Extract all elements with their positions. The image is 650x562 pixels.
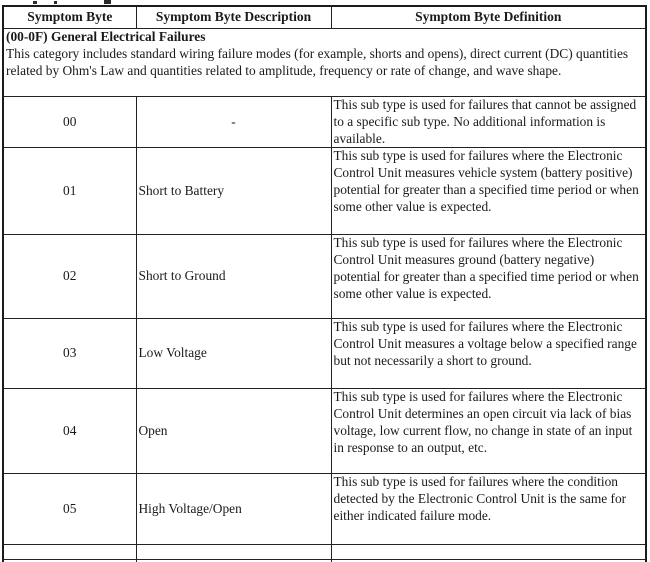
symptom-byte-value: 04 [3,389,136,474]
table-row [3,148,646,235]
category-title: (00-0F) General Electrical Failures [6,29,206,44]
symptom-byte-definition: This sub type is used for failures that cannot be assigned to a specific sub type. No additional information is available. [331,97,646,148]
category-cell [3,29,646,97]
symptom-byte-value: 02 [3,235,136,319]
column-header-symptom-byte-definition: Symptom Byte Definition [331,6,646,29]
symptom-byte-value: 01 [3,148,136,235]
symptom-byte-value: 00 [3,97,136,148]
table-row-empty [3,545,646,560]
symptom-byte-value [3,545,136,560]
clipped-text-remnant [54,1,57,4]
symptom-byte-value: 03 [3,319,136,389]
symptom-byte-definition: This sub type is used for failures where the Electronic Control Unit measures a voltage below a specified range but not necessarily a short to ground. [331,319,646,389]
column-header-symptom-byte: Symptom Byte [3,6,136,29]
symptom-byte-description: High Voltage/Open [136,474,331,545]
category-text: This category includes standard wiring failure modes (for example, shorts and opens), direct current (DC) quantities related by Ohm's Law and quantities related to amplitude, frequency or rate of change, and wave shape. [6,45,629,78]
symptom-byte-definition [331,545,646,560]
symptom-byte-definition: This sub type is used for failures where the condition detected by the Electronic Control Unit is the same for either indicated failure mode. [331,474,646,545]
symptom-byte-description: Short to Battery [136,148,331,235]
symptom-byte-description: - [136,97,331,148]
table-row [3,235,646,319]
symptom-byte-definition: This sub type is used for failures where the Electronic Control Unit determines an open circuit via lack of bias voltage, low current flow, no change in state of an input in response to an output, etc. [331,389,646,474]
symptom-byte-description [136,545,331,560]
clipped-text-remnant [33,1,37,4]
symptom-byte-definition: This sub type is used for failures where the Electronic Control Unit measures ground (battery negative) potential for greater than a specified time period or when some other value is expected. [331,235,646,319]
table-row [3,474,646,545]
category-row [3,29,646,97]
table-header-row [3,6,646,29]
table-row [3,389,646,474]
symptom-byte-description: Low Voltage [136,319,331,389]
symptom-byte-table [2,5,647,562]
symptom-byte-definition: This sub type is used for failures where the Electronic Control Unit measures vehicle system (battery positive) potential for greater than a specified time period or when some other value is expected. [331,148,646,235]
column-header-symptom-byte-description: Symptom Byte Description [136,6,331,29]
symptom-byte-description: Open [136,389,331,474]
symptom-byte-value: 05 [3,474,136,545]
table-row [3,97,646,148]
table-row [3,319,646,389]
clipped-text-remnant [104,0,111,4]
symptom-byte-description: Short to Ground [136,235,331,319]
